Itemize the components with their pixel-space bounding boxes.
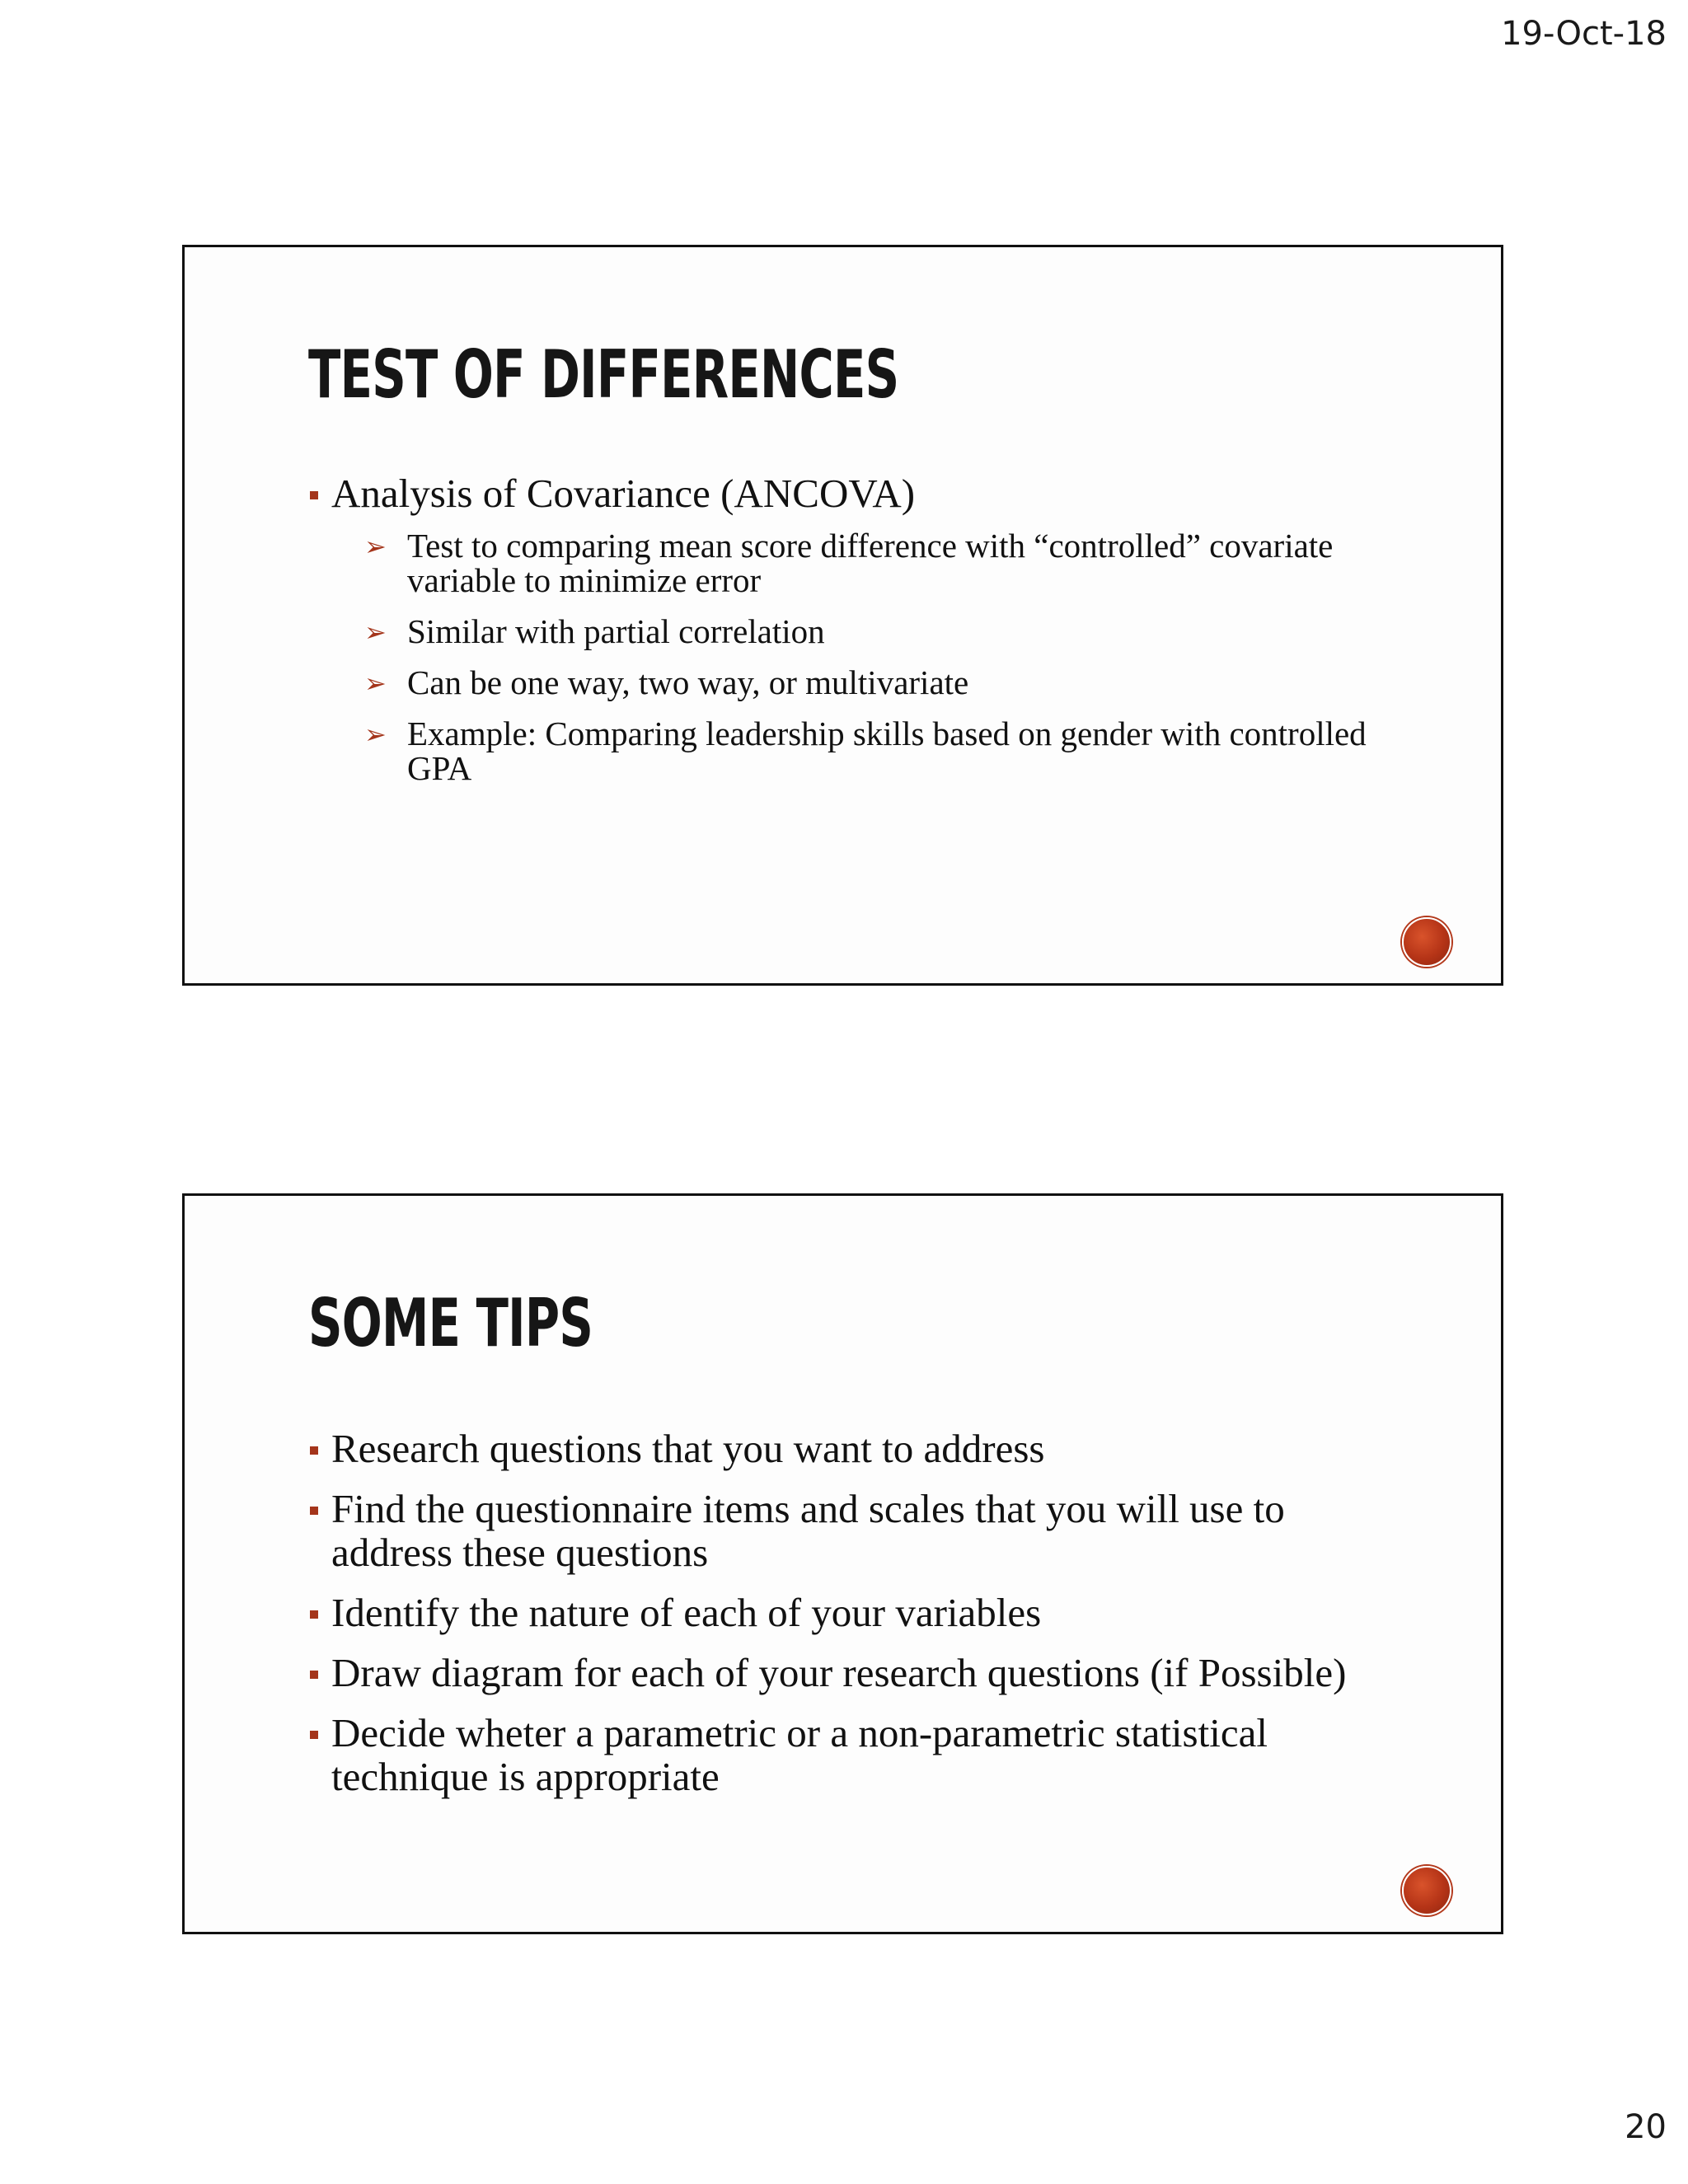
square-bullet-icon <box>310 1731 318 1739</box>
list-item <box>308 1487 1404 1574</box>
list-item <box>308 1591 1404 1634</box>
list-item <box>331 528 1404 598</box>
bullet-text: Identify the nature of each of your variables <box>331 1590 1042 1635</box>
sub-bullet-text: Example: Comparing leadership skills based on gender with controlled GPA <box>407 715 1367 787</box>
arrow-bullet-icon: ➢ <box>364 531 387 562</box>
square-bullet-icon <box>310 1610 318 1619</box>
slide-title: SOME TIPS <box>308 1285 593 1361</box>
sub-bullet-text: Test to comparing mean score difference with “controlled” covariate variable to minimize error <box>407 527 1334 599</box>
arrow-bullet-icon: ➢ <box>364 668 387 699</box>
list-item <box>308 471 1404 785</box>
red-circle-logo-icon <box>1402 917 1451 967</box>
list-item <box>331 614 1404 649</box>
list-item <box>308 1711 1404 1798</box>
slide-title: TEST OF DIFFERENCES <box>308 336 899 413</box>
list-item <box>331 665 1404 700</box>
square-bullet-icon <box>310 1446 318 1455</box>
page-number: 20 <box>1625 2108 1667 2146</box>
list-item <box>308 1427 1404 1470</box>
bullet-text: Draw diagram for each of your research questions (if Possible) <box>331 1650 1347 1695</box>
bullet-text: Decide wheter a parametric or a non-parametric statistical technique is appropriate <box>331 1710 1268 1799</box>
slide-test-of-differences <box>182 245 1503 986</box>
bullet-text: Research questions that you want to address <box>331 1426 1045 1471</box>
bullet-text: Find the questionnaire items and scales that you will use to address these questions <box>331 1486 1285 1575</box>
arrow-bullet-icon: ➢ <box>364 719 387 750</box>
list-item <box>308 1651 1404 1694</box>
square-bullet-icon <box>310 491 318 499</box>
red-circle-logo-icon <box>1402 1866 1451 1915</box>
arrow-bullet-icon: ➢ <box>364 616 387 648</box>
square-bullet-icon <box>310 1671 318 1679</box>
sub-bullet-text: Similar with partial correlation <box>407 612 825 650</box>
list-item <box>331 716 1404 785</box>
bullet-list <box>308 471 1404 802</box>
page-date: 19-Oct-18 <box>1501 15 1667 53</box>
square-bullet-icon <box>310 1507 318 1515</box>
sub-bullet-list <box>331 528 1404 785</box>
bullet-text: Analysis of Covariance (ANCOVA) <box>331 471 916 516</box>
sub-bullet-text: Can be one way, two way, or multivariate <box>407 663 969 701</box>
bullet-list <box>308 1427 1404 1815</box>
slide-some-tips <box>182 1193 1503 1934</box>
